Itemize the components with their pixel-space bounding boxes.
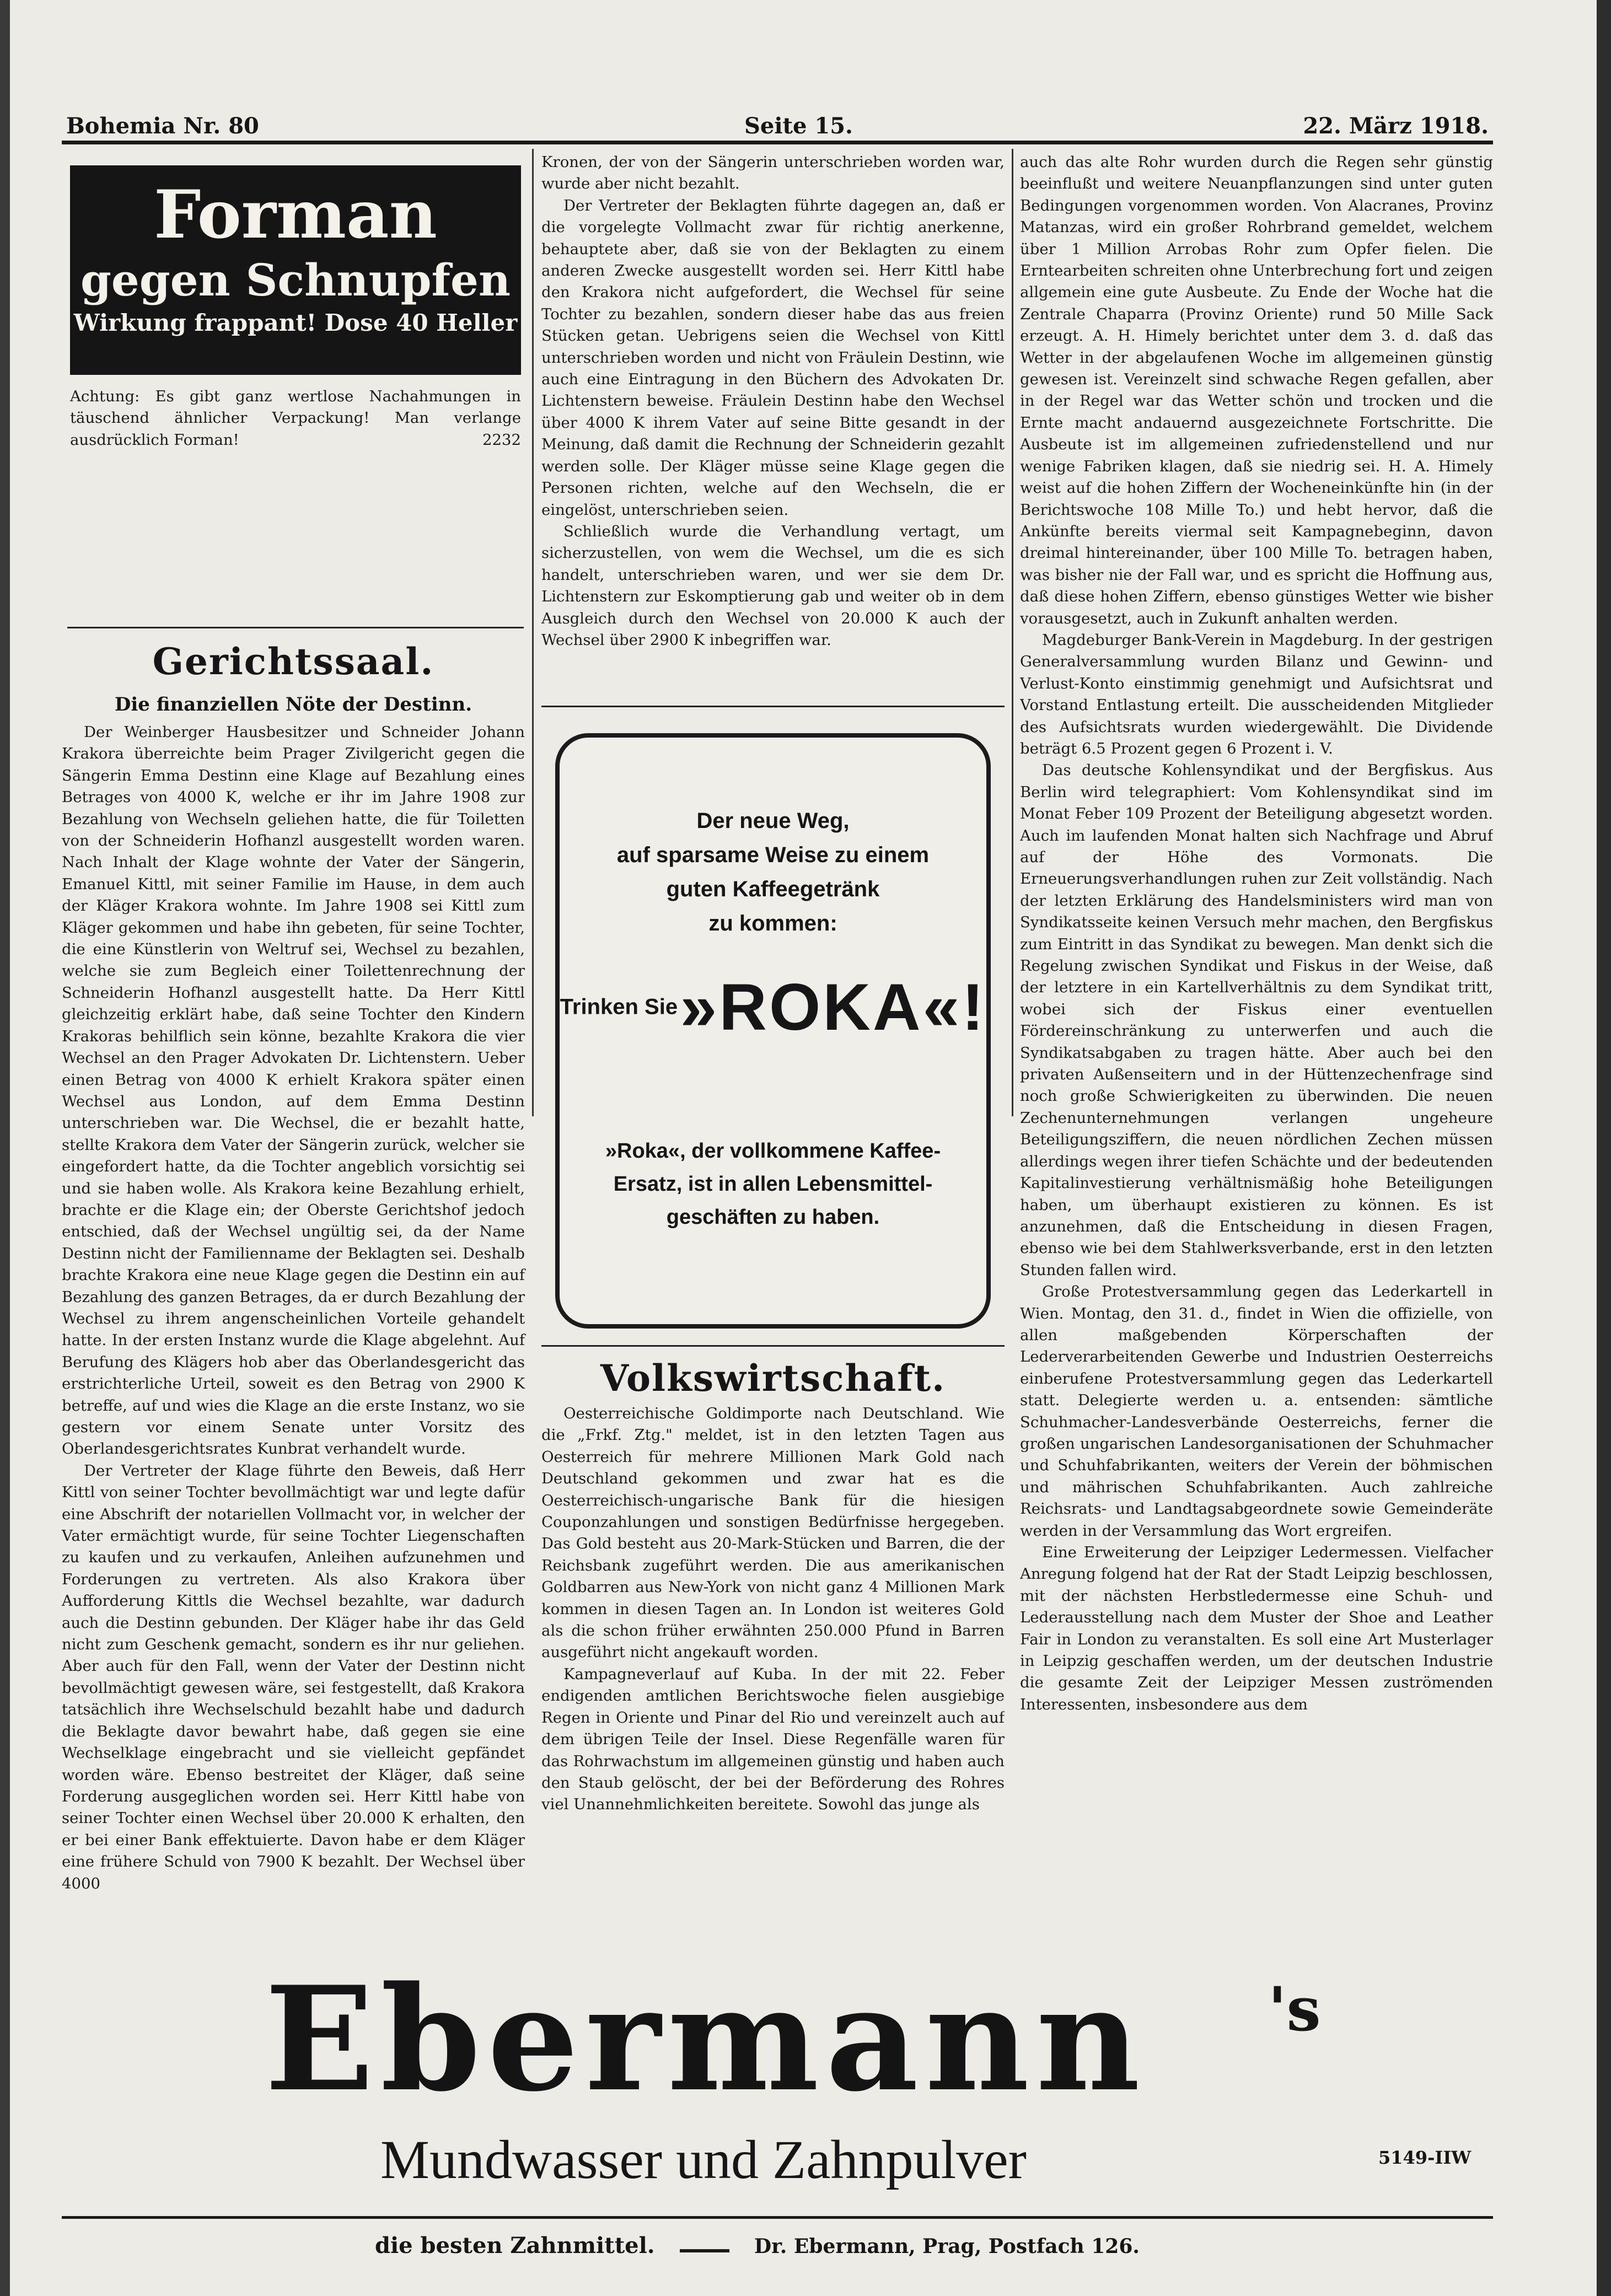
roka-lead: Trinken Sie [560,994,678,1019]
volkswirtschaft-title: Volkswirtschaft. [600,1357,946,1400]
gerichtssaal-subtitle: Die finanziellen Nöte der Destinn. [114,693,472,716]
forman-ad-note [70,386,521,451]
forman-ad-title: Forman [154,176,437,254]
header-rule [62,141,1493,144]
col3-paragraph-4: Große Protestversammlung gegen das Lederkartell in Wien. Montag, den 31. d., findet in Wien die offizielle, von allen maßgebenden Körperschaften der Lederverarbeitenden Gewerbe und Industrien Oesterreichs einberufene Protestversammlung gegen das Lederkartell statt. Delegierte werden u. a. entsenden: sämtliche Schuhmacher-Landesverbände Oesterreichs, ferner die großen ungarischen Landesorganisationen der Schuhmacher und Schuhfabrikanten, weiters der Verein der böhmischen und mährischen Schuhfabrikanten. Auch zahlreiche Reichsrats- und Landtagsabgeordnete sowie Gemeinderäte werden in der Versammlung das Wort ergreifen. [1020,1283,1493,1540]
forman-ad-code: 2232 [482,431,521,449]
roka-bottom-rule [541,1345,1005,1347]
forman-ad-note-text: Achtung: Es gibt ganz wertlose Nachahmungen in täuschend ähnlicher Verpackung! Man verlange ausdrücklich Forman! [70,388,521,449]
roka-top-rule [541,706,1005,707]
forman-ad-rule [67,627,524,628]
roka-line-2: auf sparsame Weise zu einem [616,843,930,867]
gerichtssaal-title: Gerichtssaal. [152,640,434,683]
page-edge-right [1597,0,1611,2296]
forman-ad-note-block [70,386,521,451]
roka-ad [555,733,991,1329]
volkswirtschaft-paragraph-1: Oesterreichische Goldimporte nach Deutschland. Wie die „Frkf. Ztg." meldet, ist in den letzten Tagen aus Oesterreich für mehrere Millionen Mark Gold nach Deutschland gekommen und zwar hat es die Oesterreichisch-ungarische Bank für die hiesigen Couponzahlungen und sonstigen Bedürfnisse hergegeben. Das Gold besteht aus 20-Mark-Stücken und Barren, die der Reichsbank zugeführt werden. Die aus amerikanischen Goldbarren aus New-York von nicht ganz 4 Millionen Mark kommen in diesen Tagen an. In London ist weiteres Gold als die schon früher erwähnten 250.000 Pfund in Barren ausgeführt nicht angekauft worden. [541,1405,1005,1661]
gerichtssaal-paragraph-1: Der Weinberger Hausbesitzer und Schneider Johann Krakora überreichte beim Prager Zivilgericht gegen die Sängerin Emma Destinn eine Klage auf Bezahlung eines Betrages von 4000 K, welche er ihr im Jahre 1908 zur Bezahlung von Wechseln geliehen hatte, die für Toiletten von der Schneiderin Hofhanzl ausgestellt worden waren. Nach Inhalt der Klage wohnte der Vater der Sängerin, Emanuel Kittl, mit seiner Familie im Hause, in dem auch der Kläger Krakora wohnte. Im Jahre 1908 sei Kittl zum Kläger gekommen und habe ihn gebeten, für seine Tochter, die eine Künstlerin von Weltruf sei, Wechsel zu bezahlen, welche sie zum Begleich einer Toilettenrechnung der Schneiderin Hofhanzl ausgestellt hatte. Da Herr Kittl gleichzeitig erklärt habe, daß seine Tochter den Kindern Krakoras behilflich sein könne, bezahlte Krakora die vier Wechsel an den Prager Advokaten Dr. Lichtenstern. Ueber einen Betrag von 4000 K erhielt Krakora später einen Wechsel aus London, auf dem Emma Destinn unterschrieben war. Die Wechsel, die er bezahlt hatte, stellte Krakora dem Vater der Sängerin zurück, welcher sie eingefordert hatte, da die Tochter angeblich vorsichtig sei und sie haben wolle. Als Krakora keine Bezahlung erhielt, brachte er die Klage ein; der Oberste Gerichtshof jedoch entschied, daß der Wechsel ungültig sei, da der Name Destinn nicht der Familienname der Beklagten sei. Deshalb brachte Krakora eine neue Klage gegen die Destinn ein auf Bezahlung des ganzen Betrages, da er durch Bezahlung der Wechsel zu ihrem angenscheinlichen Vorteile gehandelt hatte. In der ersten Instanz wurde die Klage abgelehnt. Auf Berufung des Klägers hob aber das Oberlandesgericht das erstrichterliche Urteil, soweit es den Betrag von 2900 K betreffe, auf und wies die Klage an die erste Instanz, wo sie gestern vor einem Senate unter Vorsitz des Oberlandesgerichtsrates Kunbrat verhandelt wurde. [62,723,525,1458]
roka-line-3: guten Kaffeegetränk [666,877,880,901]
column-rule-1 [532,149,534,1116]
roka-foot-1: »Roka«, der vollkommene Kaffee- [605,1139,941,1163]
roka-ad-footer [560,1134,986,1234]
ebermann-dash [680,2249,729,2252]
forman-ad-tagline: Wirkung frappant! Dose 40 Heller [73,309,518,336]
col2-paragraph-2: Der Vertreter der Beklagten führte dagegen an, daß er die vorgelegte Vollmacht zwar für richtig anerkenne, behauptete aber, daß sie von der Beklagten zu einem anderen Zwecke ausgestellt worden sei. Herr Kittl habe den Krakora nicht aufgefordert, die Wechsel für seine Tochter zu bezahlen, sondern dieser habe das aus freien Stücken getan. Uebrigens seien die Wechsel von Kittl unterschrieben worden und nicht von Fräulein Destinn, wie auch eine Eintragung in den Büchern des Advokaten Dr. Lichtenstern beweise. Fräulein Destinn habe den Wechsel über 4000 K ihrem Vater auf seine Bitte gesandt in der Meinung, daß damit die Rechnung der Schneiderin gezahlt werden solle. Der Kläger müsse seine Klage gegen die Personen richten, welche auf den Wechseln, die er eingelöst, unterschrieben seien. [541,196,1005,519]
ebermann-top-rule [62,2216,1493,2219]
ebermann-maker: Dr. Ebermann, Prag, Postfach 126. [754,2235,1140,2258]
column-rule-2 [1012,149,1013,1116]
ebermann-bottom-line [375,2233,1202,2259]
ebermann-name: Ebermann [265,1955,1147,2123]
roka-ad-headline [560,804,986,940]
col2-paragraph-1: Kronen, der von der Sängerin unterschrieben worden war, wurde aber nicht bezahlt. [541,153,1005,193]
forman-ad [70,165,521,375]
roka-line-1: Der neue Weg, [696,809,850,833]
column-2 [541,152,1005,651]
ebermann-product: Mundwasser und Zahnpulver [380,2129,1027,2190]
col3-paragraph-1: auch das alte Rohr wurden durch die Regen sehr günstig beeinflußt und weitere Neuanpflanzungen sind unter guten Bedingungen vorgenommen worden. Von Alacranes, Provinz Matanzas, wird ein großer Rohrbrand gemeldet, welchem über 1 Million Arrobas Rohr zum Opfer fielen. Die Erntearbeiten schreiten ohne Unterbrechung fort und zeigen allgemein eine gute Ausbeute. Zu Ende der Woche hat die Zentrale Chaparra (Provinz Oriente) rund 50 Mille Sack erzeugt. A. H. Himely berichtet unter dem 3. d. daß das Wetter in der abgelaufenen Woche im allgemeinen günstig gewesen ist. Vereinzelt sind schwache Regen gefallen, aber in der Regel war das Wetter schön und trocken und die Ernte macht andauernd ausgezeichnete Fortschritte. Die Ausbeute ist im allgemeinen zufriedenstellend und nur wenige Fabriken klagen, daß sie niedrig sei. H. A. Himely weist auf die hohen Ziffern der Wocheneinkünfte hin (in der Berichtswoche 108 Mille To.) und hebt hervor, daß die Ankünfte bereits viermal seit Kampagnebeginn, davon dreimal hintereinander, über 100 Mille To. betragen haben, was bisher nie der Fall war, und es spricht die Hoffnung aus, daß diese hohen Ziffern, ebenso günstiges Wetter wie bisher vorausgesetzt, auch in Zukunft anhalten werden. [1020,153,1493,627]
page-edge-left [0,0,10,2296]
ebermann-slogan: die besten Zahnmittel. [375,2233,655,2259]
col3-paragraph-5: Eine Erweiterung der Leipziger Ledermessen. Vielfacher Anregung folgend hat der Rat der Stadt Leipzig beschlossen, mit der nächsten Herbstledermesse eine Schuh- und Lederausstellung nach dem Muster der Shoe and Leather Fair in London zu veranstalten. Es soll eine Art Musterlager in Leipzig geschaffen werden, um der deutschen Industrie die gesamte Zeit der Leipziger Messen zuströmenden Interessenten, insbesondere aus dem [1020,1544,1493,1713]
header-date: 22. März 1918. [1303,113,1489,139]
header-issue: Bohemia Nr. 80 [66,113,259,139]
ebermann-code: 5149-IIW [1378,2147,1472,2168]
volkswirtschaft-section [541,1353,1005,2213]
gerichtssaal-section [62,637,525,1895]
forman-ad-subtitle: gegen Schnupfen [80,254,511,306]
col3-paragraph-3: Das deutsche Kohlensyndikat und der Bergfiskus. Aus Berlin wird telegraphiert: Vom Kohlensyndikat sind im Monat Feber 109 Prozent der Beteiligung abgesetzt worden. Auch im laufenden Monat halten sich Nachfrage und Abruf auf der Höhe des Vormonats. Die Erneuerungsverhandlungen ruhen zur Zeit vollständig. Nach der letzten Erklärung des Handelsministers wird man von Syndikatsseite keinen Versuch mehr machen, den Bergfiskus zum Eintritt in das Syndikat zu bewegen. Man denkt sich die Regelung zwischen Syndikat und Fiskus in der Weise, daß der letztere in ein Kartellverhältnis zu dem Syndikat tritt, wobei sich der Fiskus einer eventuellen Fördereinschränkung zu unterwerfen und auch die Syndikatsabgaben zu tragen hätte. Aber auch bei den privaten Außenseitern und in der Hüttenzechenfrage sind noch große Schwierigkeiten zu überwinden. Die neuen Zechenunternehmungen verlangen ungeheure Beteiligungsziffern, die neuen nördlichen Zechen müssen allerdings wegen ihrer tiefen Schächte und der bedeutenden Kapitalinvestierung verhältnismäßig hohe Beteiligungen haben, um überhaupt existieren zu können. Es ist anzunehmen, daß die Entscheidung in diesen Fragen, ebenso wie bei dem Stahlwerksverbande, erst in den letzten Stunden fallen wird. [1020,761,1493,1279]
roka-foot-2: Ersatz, ist in allen Lebensmittel- [613,1173,933,1196]
roka-foot-3: geschäften zu haben. [666,1206,880,1229]
roka-line-4: zu kommen: [708,911,837,935]
roka-brand: »ROKA«! [680,970,986,1044]
column-3 [1020,152,1493,2216]
header-page-number: Seite 15. [744,113,853,139]
ebermann-apostrophe-s: 's [1268,1974,1321,2045]
col3-paragraph-2: Magdeburger Bank-Verein in Magdeburg. In der gestrigen Generalversammlung wurden Bilanz und Gewinn- und Verlust-Konto einstimmig genehmigt und Aufsichtsrat und Vorstand Entlastung erteilt. Die ausscheidenden Mitglieder des Aufsichtsrats wurden wiedergewählt. Die Dividende beträgt 6.5 Prozent gegen 6 Prozent i. V. [1020,631,1493,757]
volkswirtschaft-paragraph-2: Kampagneverlauf auf Kuba. In der mit 22. Feber endigenden amtlichen Berichtswoche fielen ausgiebige Regen in Oriente und Pinar del Rio und vereinzelt auch auf dem übrigen Teile der Insel. Diese Regenfälle waren für das Rohrwachstum im allgemeinen günstig und haben auch den Staub gelöscht, der bei der Beförderung des Rohres viel Unannehmlichkeiten bereitete. Sowohl das junge als [541,1665,1005,1814]
col2-paragraph-3: Schließlich wurde die Verhandlung vertagt, um sicherzustellen, von wem die Wechsel, um die es sich handelt, unterschrieben waren, und wer sie dem Dr. Lichtenstern zur Eskomptierung gab und weiter ob in dem Ausgleich durch den Wechsel von 20.000 K auch der Wechsel über 2900 K inbegriffen war. [541,522,1005,649]
gerichtssaal-paragraph-2: Der Vertreter der Klage führte den Beweis, daß Herr Kittl von seiner Tochter bevollmächtigt war und legte dafür eine Abschrift der notariellen Vollmacht vor, in welcher der Vater ermächtigt wurde, für seine Tochter Liegenschaften zu kaufen und zu verkaufen, Anleihen aufzunehmen und Forderungen zu vertreten. Als also Krakora über Aufforderung Kittls die Wechsel bezahlte, war dadurch auch die Destinn gebunden. Der Kläger habe ihr das Geld nicht zum Geschenk gemacht, sondern es ihr nur geliehen. Aber auch für den Fall, wenn der Vater der Destinn nicht bevollmächtigt gewesen wäre, sei festgestellt, daß Krakora tatsächlich ihre Wechselschuld bezahlt habe und dadurch die Beklagte davor bewahrt habe, daß gegen sie eine Wechselklage eingebracht und sie vielleicht gepfändet worden wäre. Ebenso bestreitet der Kläger, daß seine Forderung ausgeglichen worden sei. Herr Kittl habe von seiner Tochter einen Wechsel über 20.000 K erhalten, den er bei einer Bank effektuierte. Davon habe er dem Kläger eine frühere Schuld von 7900 K bezahlt. Der Wechsel über 4000 [62,1461,525,1892]
roka-ad-main [560,969,986,1045]
